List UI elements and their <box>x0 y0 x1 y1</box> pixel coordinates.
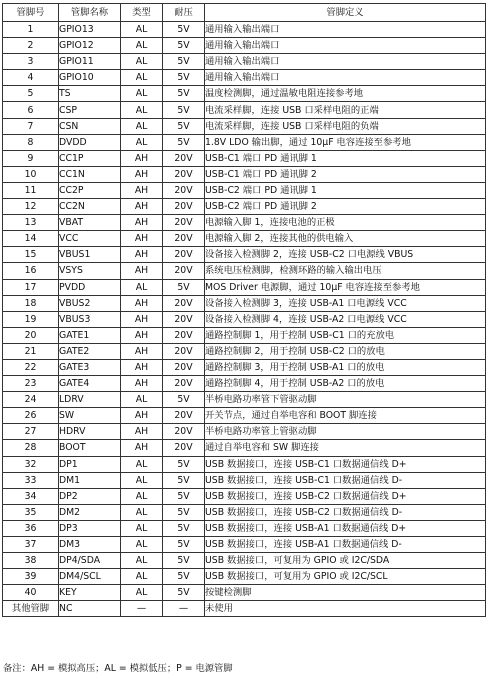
table-row <box>3 359 486 375</box>
pin-number-cell: 8 <box>3 134 59 150</box>
pin-definition-cell: 通路控制脚 1，用于控制 USB-C1 口的充放电 <box>205 327 486 343</box>
pin-name-cell: VBUS1 <box>59 247 121 263</box>
pin-name-cell: CC2P <box>59 182 121 198</box>
table-row <box>3 102 486 118</box>
pin-name-cell: HDRV <box>59 424 121 440</box>
pin-voltage-cell: 5V <box>163 569 205 585</box>
pin-number-cell: 38 <box>3 553 59 569</box>
pin-number-cell: 4 <box>3 70 59 86</box>
table-row <box>3 537 486 553</box>
table-header <box>3 4 486 22</box>
pin-name-cell: DP4/SDA <box>59 553 121 569</box>
pin-voltage-cell: 5V <box>163 504 205 520</box>
pin-type-cell: AL <box>121 472 163 488</box>
pin-voltage-cell: 20V <box>163 247 205 263</box>
pin-name-cell: VBAT <box>59 215 121 231</box>
pin-type-cell: AL <box>121 38 163 54</box>
pin-name-cell: CSP <box>59 102 121 118</box>
pin-name-cell: GPIO11 <box>59 54 121 70</box>
pin-voltage-cell: 5V <box>163 118 205 134</box>
pin-type-cell: AL <box>121 22 163 38</box>
pin-voltage-cell: 5V <box>163 22 205 38</box>
pin-number-cell: 其他管脚 <box>3 601 59 617</box>
pin-definition-cell: 通用输入输出端口 <box>205 38 486 54</box>
pin-name-cell: GATE2 <box>59 343 121 359</box>
pin-voltage-cell: — <box>163 601 205 617</box>
pin-number-cell: 22 <box>3 359 59 375</box>
table-row <box>3 86 486 102</box>
pin-name-cell: GPIO12 <box>59 38 121 54</box>
pin-name-cell: SW <box>59 408 121 424</box>
pin-voltage-cell: 20V <box>163 440 205 456</box>
pin-name-cell: CSN <box>59 118 121 134</box>
pin-number-cell: 23 <box>3 376 59 392</box>
pin-number-cell: 24 <box>3 392 59 408</box>
pin-name-cell: GPIO10 <box>59 70 121 86</box>
pin-type-cell: — <box>121 601 163 617</box>
pin-voltage-cell: 20V <box>163 215 205 231</box>
pin-type-cell: AL <box>121 118 163 134</box>
pin-number-cell: 37 <box>3 537 59 553</box>
pin-type-cell: AH <box>121 440 163 456</box>
pin-type-cell: AL <box>121 392 163 408</box>
pin-type-cell: AL <box>121 488 163 504</box>
pin-voltage-cell: 5V <box>163 392 205 408</box>
table-row <box>3 215 486 231</box>
table-row <box>3 585 486 601</box>
pin-type-cell: AH <box>121 182 163 198</box>
pin-definition-cell: USB 数据接口，连接 USB-C2 口数据通信线 D+ <box>205 488 486 504</box>
pin-type-cell: AL <box>121 569 163 585</box>
pin-voltage-cell: 5V <box>163 279 205 295</box>
pin-definition-cell: 通路控制脚 4，用于控制 USB-A2 口的放电 <box>205 376 486 392</box>
pin-number-cell: 33 <box>3 472 59 488</box>
pin-definition-cell: USB 数据接口，连接 USB-C1 口数据通信线 D- <box>205 472 486 488</box>
pin-type-cell: AH <box>121 359 163 375</box>
pin-type-cell: AH <box>121 166 163 182</box>
table-row <box>3 488 486 504</box>
pin-voltage-cell: 5V <box>163 456 205 472</box>
pin-definition-cell: USB 数据接口，连接 USB-C2 口数据通信线 D- <box>205 504 486 520</box>
pin-type-cell: AH <box>121 199 163 215</box>
table-note: 备注：AH = 模拟高压；AL = 模拟低压；P = 电源管脚 <box>3 663 233 674</box>
pin-number-cell: 10 <box>3 166 59 182</box>
pin-voltage-cell: 5V <box>163 86 205 102</box>
pin-definition-cell: USB-C1 端口 PD 通讯脚 1 <box>205 150 486 166</box>
pin-name-cell: VSYS <box>59 263 121 279</box>
pin-definition-cell: 电源输入脚 1，连接电池的正极 <box>205 215 486 231</box>
pin-number-cell: 20 <box>3 327 59 343</box>
table-row <box>3 231 486 247</box>
pin-voltage-cell: 5V <box>163 70 205 86</box>
pin-definition-cell: 开关节点，通过自举电容和 BOOT 脚连接 <box>205 408 486 424</box>
table-row <box>3 54 486 70</box>
pin-type-cell: AL <box>121 279 163 295</box>
pin-definition-cell: USB-C2 端口 PD 通讯脚 1 <box>205 182 486 198</box>
pin-definition-cell: USB 数据接口，连接 USB-C1 口数据通信线 D+ <box>205 456 486 472</box>
pin-number-cell: 18 <box>3 295 59 311</box>
pin-voltage-cell: 5V <box>163 585 205 601</box>
pin-number-cell: 12 <box>3 199 59 215</box>
pin-definition-cell: 温度检测脚，通过温敏电阻连接参考地 <box>205 86 486 102</box>
pin-definition-cell: USB 数据接口，可复用为 GPIO 或 I2C/SCL <box>205 569 486 585</box>
pin-voltage-cell: 5V <box>163 488 205 504</box>
header-definition: 管脚定义 <box>205 4 486 22</box>
pin-name-cell: GATE3 <box>59 359 121 375</box>
pin-definition-cell: MOS Driver 电源脚，通过 10μF 电容连接至参考地 <box>205 279 486 295</box>
pin-definition-cell: 电流采样脚，连接 USB 口采样电阻的正端 <box>205 102 486 118</box>
pin-voltage-cell: 20V <box>163 408 205 424</box>
pin-name-cell: PVDD <box>59 279 121 295</box>
pin-number-cell: 40 <box>3 585 59 601</box>
table-row <box>3 472 486 488</box>
pin-name-cell: NC <box>59 601 121 617</box>
table-row <box>3 70 486 86</box>
table-row <box>3 38 486 54</box>
pin-type-cell: AL <box>121 102 163 118</box>
pin-name-cell: DVDD <box>59 134 121 150</box>
table-row <box>3 440 486 456</box>
pin-type-cell: AH <box>121 408 163 424</box>
pin-type-cell: AH <box>121 376 163 392</box>
table-row <box>3 150 486 166</box>
pin-number-cell: 1 <box>3 22 59 38</box>
table-row <box>3 295 486 311</box>
pin-type-cell: AH <box>121 247 163 263</box>
pin-number-cell: 5 <box>3 86 59 102</box>
pin-definition-cell: 设备接入检测脚 3，连接 USB-A1 口电源线 VCC <box>205 295 486 311</box>
pin-type-cell: AL <box>121 504 163 520</box>
pin-voltage-cell: 20V <box>163 311 205 327</box>
pin-type-cell: AH <box>121 343 163 359</box>
pin-name-cell: BOOT <box>59 440 121 456</box>
pin-name-cell: GATE1 <box>59 327 121 343</box>
table-row <box>3 520 486 536</box>
table-row <box>3 182 486 198</box>
pin-number-cell: 35 <box>3 504 59 520</box>
pin-name-cell: DP2 <box>59 488 121 504</box>
pin-voltage-cell: 20V <box>163 199 205 215</box>
pin-type-cell: AL <box>121 86 163 102</box>
pin-type-cell: AH <box>121 311 163 327</box>
pin-name-cell: GATE4 <box>59 376 121 392</box>
pin-number-cell: 14 <box>3 231 59 247</box>
pin-number-cell: 13 <box>3 215 59 231</box>
pin-voltage-cell: 20V <box>163 359 205 375</box>
pin-definition-cell: 通路控制脚 3，用于控制 USB-A1 口的放电 <box>205 359 486 375</box>
pin-number-cell: 11 <box>3 182 59 198</box>
pin-number-cell: 9 <box>3 150 59 166</box>
table-row <box>3 601 486 617</box>
pin-number-cell: 26 <box>3 408 59 424</box>
table-row <box>3 376 486 392</box>
table-row <box>3 263 486 279</box>
table-row <box>3 424 486 440</box>
pin-type-cell: AL <box>121 134 163 150</box>
table-row <box>3 22 486 38</box>
pin-type-cell: AL <box>121 537 163 553</box>
pin-voltage-cell: 5V <box>163 38 205 54</box>
table-row <box>3 343 486 359</box>
pin-definition-cell: 未使用 <box>205 601 486 617</box>
pin-number-cell: 21 <box>3 343 59 359</box>
pin-number-cell: 2 <box>3 38 59 54</box>
table-row <box>3 134 486 150</box>
pin-number-cell: 34 <box>3 488 59 504</box>
pin-definition-cell: 设备接入检测脚 2，连接 USB-C2 口电源线 VBUS <box>205 247 486 263</box>
table-row <box>3 199 486 215</box>
pin-voltage-cell: 20V <box>163 376 205 392</box>
pin-definition-cell: 1.8V LDO 输出脚，通过 10μF 电容连接至参考地 <box>205 134 486 150</box>
pin-voltage-cell: 20V <box>163 150 205 166</box>
pin-definition-cell: USB-C1 端口 PD 通讯脚 2 <box>205 166 486 182</box>
pin-type-cell: AL <box>121 585 163 601</box>
table-row <box>3 569 486 585</box>
pin-number-cell: 36 <box>3 520 59 536</box>
pin-number-cell: 19 <box>3 311 59 327</box>
pin-name-cell: DM3 <box>59 537 121 553</box>
pin-number-cell: 7 <box>3 118 59 134</box>
pin-voltage-cell: 20V <box>163 295 205 311</box>
pin-type-cell: AL <box>121 54 163 70</box>
table-row <box>3 504 486 520</box>
header-row <box>3 4 486 22</box>
pin-type-cell: AH <box>121 231 163 247</box>
pin-definition-cell: USB 数据接口，可复用为 GPIO 或 I2C/SDA <box>205 553 486 569</box>
pin-definition-cell: 按键检测脚 <box>205 585 486 601</box>
table-row <box>3 247 486 263</box>
pin-definition-cell: USB-C2 端口 PD 通讯脚 2 <box>205 199 486 215</box>
pin-voltage-cell: 20V <box>163 231 205 247</box>
pin-type-cell: AL <box>121 520 163 536</box>
pin-name-cell: VCC <box>59 231 121 247</box>
pin-definition-cell: 通路控制脚 2，用于控制 USB-C2 口的放电 <box>205 343 486 359</box>
table-row <box>3 166 486 182</box>
pin-definition-cell: USB 数据接口，连接 USB-A1 口数据通信线 D- <box>205 537 486 553</box>
pin-voltage-cell: 5V <box>163 520 205 536</box>
pin-voltage-cell: 5V <box>163 472 205 488</box>
pin-number-cell: 17 <box>3 279 59 295</box>
header-voltage: 耐压 <box>163 4 205 22</box>
pin-type-cell: AH <box>121 150 163 166</box>
pin-name-cell: VBUS3 <box>59 311 121 327</box>
header-pin-name: 管脚名称 <box>59 4 121 22</box>
pin-number-cell: 15 <box>3 247 59 263</box>
pin-type-cell: AL <box>121 70 163 86</box>
pin-voltage-cell: 20V <box>163 343 205 359</box>
pin-type-cell: AH <box>121 263 163 279</box>
pin-type-cell: AL <box>121 456 163 472</box>
header-type: 类型 <box>121 4 163 22</box>
header-pin-number: 管脚号 <box>3 4 59 22</box>
pin-name-cell: KEY <box>59 585 121 601</box>
pin-number-cell: 16 <box>3 263 59 279</box>
pin-number-cell: 28 <box>3 440 59 456</box>
pin-definition-table <box>2 3 486 617</box>
table-row <box>3 456 486 472</box>
pin-name-cell: DP1 <box>59 456 121 472</box>
pin-name-cell: DM4/SCL <box>59 569 121 585</box>
pin-type-cell: AH <box>121 327 163 343</box>
pin-number-cell: 6 <box>3 102 59 118</box>
table-row <box>3 311 486 327</box>
pin-definition-cell: 设备接入检测脚 4，连接 USB-A2 口电源线 VCC <box>205 311 486 327</box>
pin-voltage-cell: 20V <box>163 327 205 343</box>
table-body <box>3 22 486 617</box>
pin-definition-cell: 半桥电路功率管下管驱动脚 <box>205 392 486 408</box>
pin-name-cell: DM1 <box>59 472 121 488</box>
table-row <box>3 408 486 424</box>
pin-voltage-cell: 20V <box>163 166 205 182</box>
pin-voltage-cell: 5V <box>163 537 205 553</box>
pin-voltage-cell: 20V <box>163 182 205 198</box>
pin-voltage-cell: 5V <box>163 134 205 150</box>
pin-definition-cell: 系统电压检测脚，检测环路的输入输出电压 <box>205 263 486 279</box>
pin-type-cell: AH <box>121 424 163 440</box>
pin-name-cell: CC1N <box>59 166 121 182</box>
pin-definition-cell: 电源输入脚 2，连接其他的供电输入 <box>205 231 486 247</box>
pin-name-cell: DM2 <box>59 504 121 520</box>
pin-definition-cell: 通用输入输出端口 <box>205 54 486 70</box>
pin-number-cell: 39 <box>3 569 59 585</box>
pin-voltage-cell: 20V <box>163 263 205 279</box>
table-row <box>3 327 486 343</box>
pin-voltage-cell: 5V <box>163 102 205 118</box>
pin-name-cell: GPIO13 <box>59 22 121 38</box>
pin-number-cell: 27 <box>3 424 59 440</box>
table-row <box>3 392 486 408</box>
table-row <box>3 279 486 295</box>
pin-name-cell: TS <box>59 86 121 102</box>
pin-type-cell: AL <box>121 553 163 569</box>
pin-number-cell: 32 <box>3 456 59 472</box>
pin-definition-cell: 通用输入输出端口 <box>205 70 486 86</box>
pin-name-cell: VBUS2 <box>59 295 121 311</box>
pin-name-cell: CC1P <box>59 150 121 166</box>
pin-definition-cell: 通用输入输出端口 <box>205 22 486 38</box>
pin-voltage-cell: 20V <box>163 424 205 440</box>
pin-name-cell: DP3 <box>59 520 121 536</box>
pin-definition-cell: 通过自举电容和 SW 脚连接 <box>205 440 486 456</box>
pin-voltage-cell: 5V <box>163 54 205 70</box>
table-row <box>3 553 486 569</box>
table-row <box>3 118 486 134</box>
pin-voltage-cell: 5V <box>163 553 205 569</box>
pin-definition-cell: 电流采样脚，连接 USB 口采样电阻的负端 <box>205 118 486 134</box>
pin-type-cell: AH <box>121 215 163 231</box>
pin-definition-cell: 半桥电路功率管上管驱动脚 <box>205 424 486 440</box>
pin-number-cell: 3 <box>3 54 59 70</box>
pin-name-cell: LDRV <box>59 392 121 408</box>
pin-type-cell: AH <box>121 295 163 311</box>
pin-name-cell: CC2N <box>59 199 121 215</box>
pin-definition-cell: USB 数据接口，连接 USB-A1 口数据通信线 D+ <box>205 520 486 536</box>
